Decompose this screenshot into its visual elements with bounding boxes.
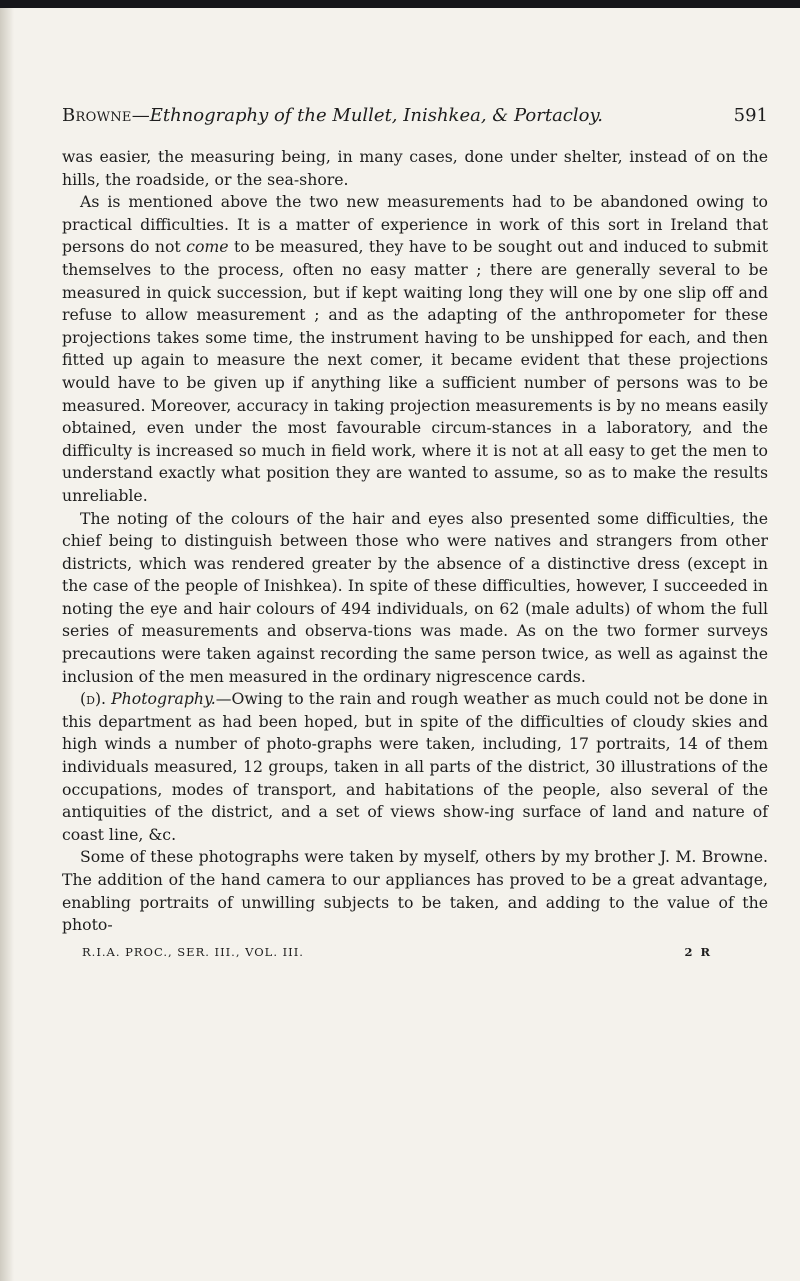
section-heading: Photography. <box>111 689 216 709</box>
journal-reference: R.I.A. PROC., SER. III., VOL. III. <box>82 944 304 959</box>
paragraph-4-body: —Owing to the rain and rough weather as much could not be done in this department as had been hoped, but in spite of the difficulties of cloudy skies and high winds a number of photo-graphs were taken, including, 17 portraits, 14 of them individuals measured, 12 groups, taken in all parts of the district, 30 illustrations of the occupations, modes of transport, and habitations of the people, also several of the antiquities of the district, and a set of views show-ing surface of land and nature of coast line, &c. <box>62 689 768 844</box>
page-footer <box>62 943 768 961</box>
paragraph-2-part-b: to be measured, they have to be sought out and induced to submit themselves to the process, often no easy matter ; there are generally several to be measured in quick succession, but if kept waiting long they will one by one slip off and refuse to allow measurement ; and as the adapting of the anthropometer for these projections takes some time, the instrument having to be unshipped for each, and then fitted up again to measure the next comer, it became evident that these projections would have to be given up if anything like a sufficient number of persons was to be measured. Moreover, accuracy in taking projection measurements is by no means easily obtained, even under the most favourable circum-stances in a laboratory, and the difficulty is increased so much in field work, where it is not at all easy to get the men to understand exactly what position they are wanted to assume, so as to make the results unreliable. <box>62 237 769 505</box>
header-title: Ethnography of the Mullet, Inishkea, & Portacloy. <box>149 105 603 126</box>
section-label: (d). <box>80 689 107 709</box>
page-binding-edge <box>0 0 14 1281</box>
header-dash: — <box>131 105 150 126</box>
paragraph-2-emphasis: come <box>186 237 229 257</box>
running-head <box>62 104 768 128</box>
header-author: Browne <box>62 105 132 126</box>
body-text <box>62 146 768 937</box>
scan-top-border <box>0 0 800 8</box>
document-page <box>62 104 768 961</box>
page-number: 591 <box>733 105 768 126</box>
paragraph-2-part-a: As is mentioned above the two new measurements had to be abandoned owing to practical difficulties. It is a matter of experience in work of this sort in Ireland that persons do not <box>62 192 768 257</box>
paragraph-2 <box>62 191 768 507</box>
paragraph-3: The noting of the colours of the hair and eyes also presented some difficulties, the chief being to distinguish between those who were natives and strangers from other districts, which was rendered greater by the absence of a distinctive dress (except in the case of the people of Inishkea). In spite of these difficulties, however, I succeeded in noting the eye and hair colours of 494 individuals, on 62 (male adults) of whom the full series of measurements and observa-tions was made. As on the two former surveys precautions were taken against recording the same person twice, as well as against the inclusion of the men measured in the ordinary nigrescence cards. <box>62 508 768 686</box>
paragraph-1: was easier, the measuring being, in many cases, done under shelter, instead of on the hills, the roadside, or the sea-shore. <box>62 147 768 189</box>
signature-mark: 2 R <box>684 944 712 959</box>
paragraph-4 <box>62 688 768 846</box>
paragraph-5: Some of these photographs were taken by myself, others by my brother J. M. Browne. The addition of the hand camera to our appliances has proved to be a great advantage, enabling portraits of unwilling subjects to be taken, and adding to the value of the photo- <box>62 847 768 935</box>
